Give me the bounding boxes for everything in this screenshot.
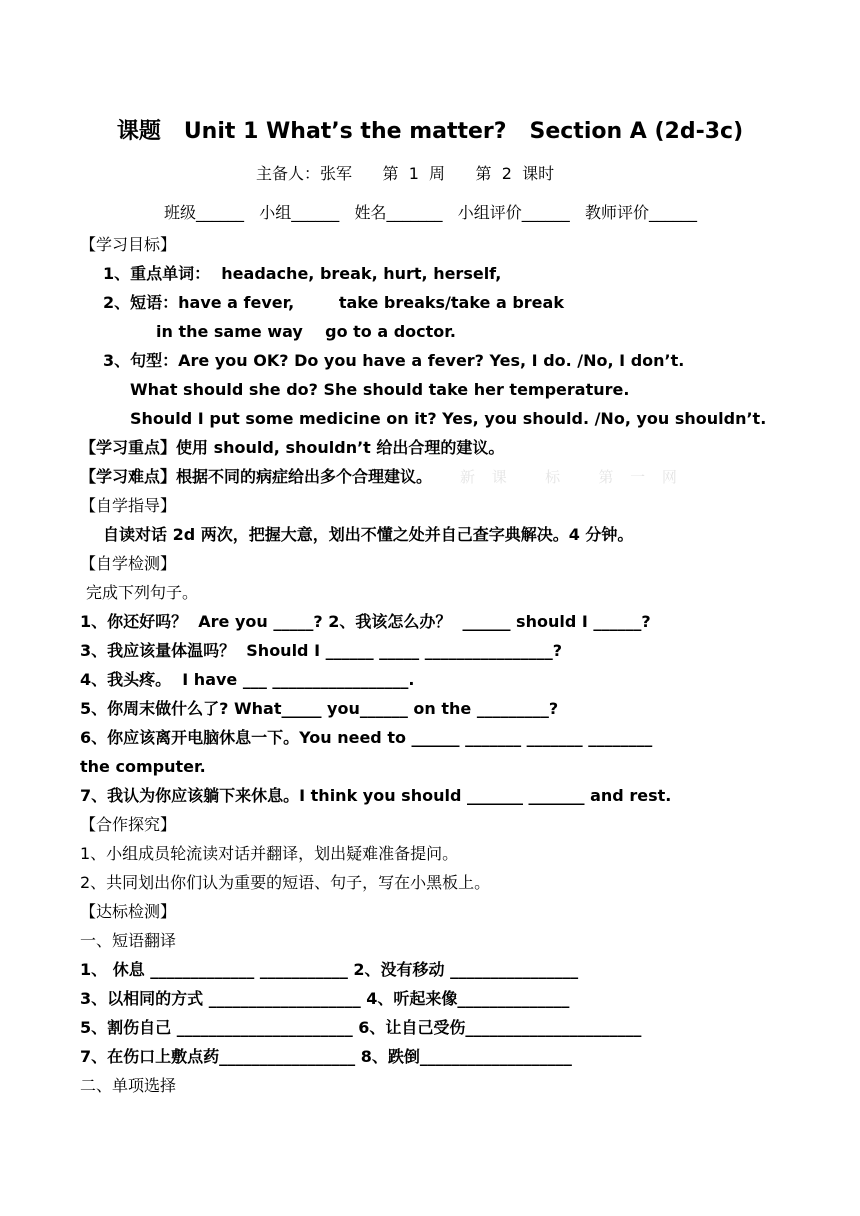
list-item: 4、我头疼。 I have ___ _________________. xyxy=(80,670,415,689)
focus-line: 【学习重点】使用 should, shouldn’t 给出合理的建议。 xyxy=(80,438,505,457)
self-study-heading: 【自学指导】 xyxy=(80,496,177,515)
assessment-part1-title: 一、短语翻译 xyxy=(80,931,177,950)
objective-sentences-2: What should she do? She should take her temperature. xyxy=(130,380,630,399)
self-study-text: 自读对话 2d 两次，把握大意，划出不懂之处并自己查字典解决。4 分钟。 xyxy=(103,525,634,544)
list-item: 5、割伤自己 ______________________ 6、让自己受伤______________________ xyxy=(80,1018,642,1037)
list-item: the computer. xyxy=(80,757,206,776)
list-item: 1、 休息 _____________ ___________ 2、没有移动 ________________ xyxy=(80,960,579,979)
assessment-part2-title: 二、单项选择 xyxy=(80,1076,177,1095)
watermark-text: 新 课 标 第 一 网 xyxy=(460,468,683,486)
assessment-heading: 【达标检测】 xyxy=(80,902,177,921)
objective-sentences-1: 3、句型：Are you OK? Do you have a fever? Yes, I do. /No, I don’t. xyxy=(103,351,685,370)
page-title: 课题 Unit 1 What’s the matter? Section A (2d-3c) xyxy=(116,119,744,144)
objectives-heading: 【学习目标】 xyxy=(80,235,177,254)
list-item: 2、共同划出你们认为重要的短语、句子，写在小黑板上。 xyxy=(80,873,491,892)
cooperation-heading: 【合作探究】 xyxy=(80,815,177,834)
class-info-line: 班级______ 小组______ 姓名_______ 小组评价______ 教师评价______ xyxy=(164,203,698,222)
list-item: 3、以相同的方式 ___________________ 4、听起来像______________ xyxy=(80,989,570,1008)
self-check-heading: 【自学检测】 xyxy=(80,554,177,573)
list-item: 5、你周末做什么了? What_____ you______ on the _________? xyxy=(80,699,559,718)
objective-phrases-2: in the same way go to a doctor. xyxy=(156,322,456,341)
objective-sentences-3: Should I put some medicine on it? Yes, you should. /No, you shouldn’t. xyxy=(130,409,767,428)
list-item: 6、你应该离开电脑休息一下。You need to ______ _______ _______ ________ xyxy=(80,728,653,747)
preparer-line: 主备人：张军 第 1 周 第 2 课时 xyxy=(256,164,555,183)
list-item: 1、你还好吗？ Are you _____? 2、我该怎么办？ ______ should I ______? xyxy=(80,612,651,631)
list-item: 7、我认为你应该躺下来休息。I think you should _______ _______ and rest. xyxy=(80,786,672,805)
objective-phrases-1: 2、短语：have a fever, take breaks/take a break xyxy=(103,293,564,312)
list-item: 3、我应该量体温吗？ Should I ______ _____ ________________? xyxy=(80,641,563,660)
difficulty-line: 【学习难点】根据不同的病症给出多个合理建议。 xyxy=(80,467,433,486)
list-item: 7、在伤口上敷点药_________________ 8、跌倒___________________ xyxy=(80,1047,572,1066)
list-item: 1、小组成员轮流读对话并翻译，划出疑难准备提问。 xyxy=(80,844,459,863)
self-check-instruction: 完成下列句子。 xyxy=(86,583,199,602)
objective-words: 1、重点单词： headache, break, hurt, herself, xyxy=(103,264,502,283)
